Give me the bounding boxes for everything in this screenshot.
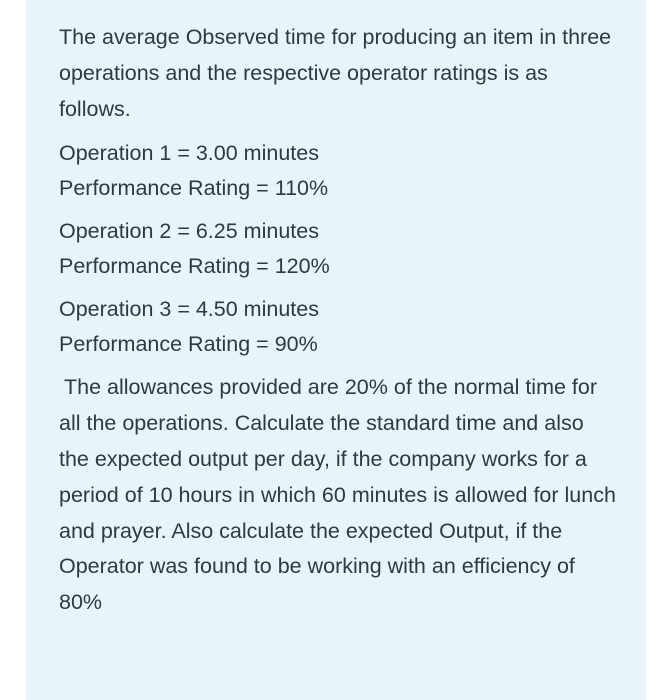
operation-3 [59,292,619,361]
operation-1-rating: Performance Rating = 110% [59,175,329,200]
operation-2 [59,214,619,283]
closing-text: The allowances provided are 20% of the normal time for all the operations. Calculate the standard time and also the expected output per day, if the company works for a period of 10 hours in which 60 minutes is allowed for lunch and prayer. Also calculate the expected Output, if the Operator was found to be working with an efficiency of 80% [59,375,616,615]
question-text [59,20,619,621]
operation-1 [59,136,619,205]
intro-paragraph: The average Observed time for producing an item in three operations and the respective operator ratings is as follows. [59,25,612,121]
operation-1-time: Operation 1 = 3.00 minutes [59,141,319,166]
operation-3-rating: Performance Rating = 90% [59,331,318,356]
operation-3-time: Operation 3 = 4.50 minutes [59,297,319,322]
operation-2-time: Operation 2 = 6.25 minutes [59,219,319,244]
closing-paragraph [59,370,619,621]
operation-2-rating: Performance Rating = 120% [59,253,330,278]
